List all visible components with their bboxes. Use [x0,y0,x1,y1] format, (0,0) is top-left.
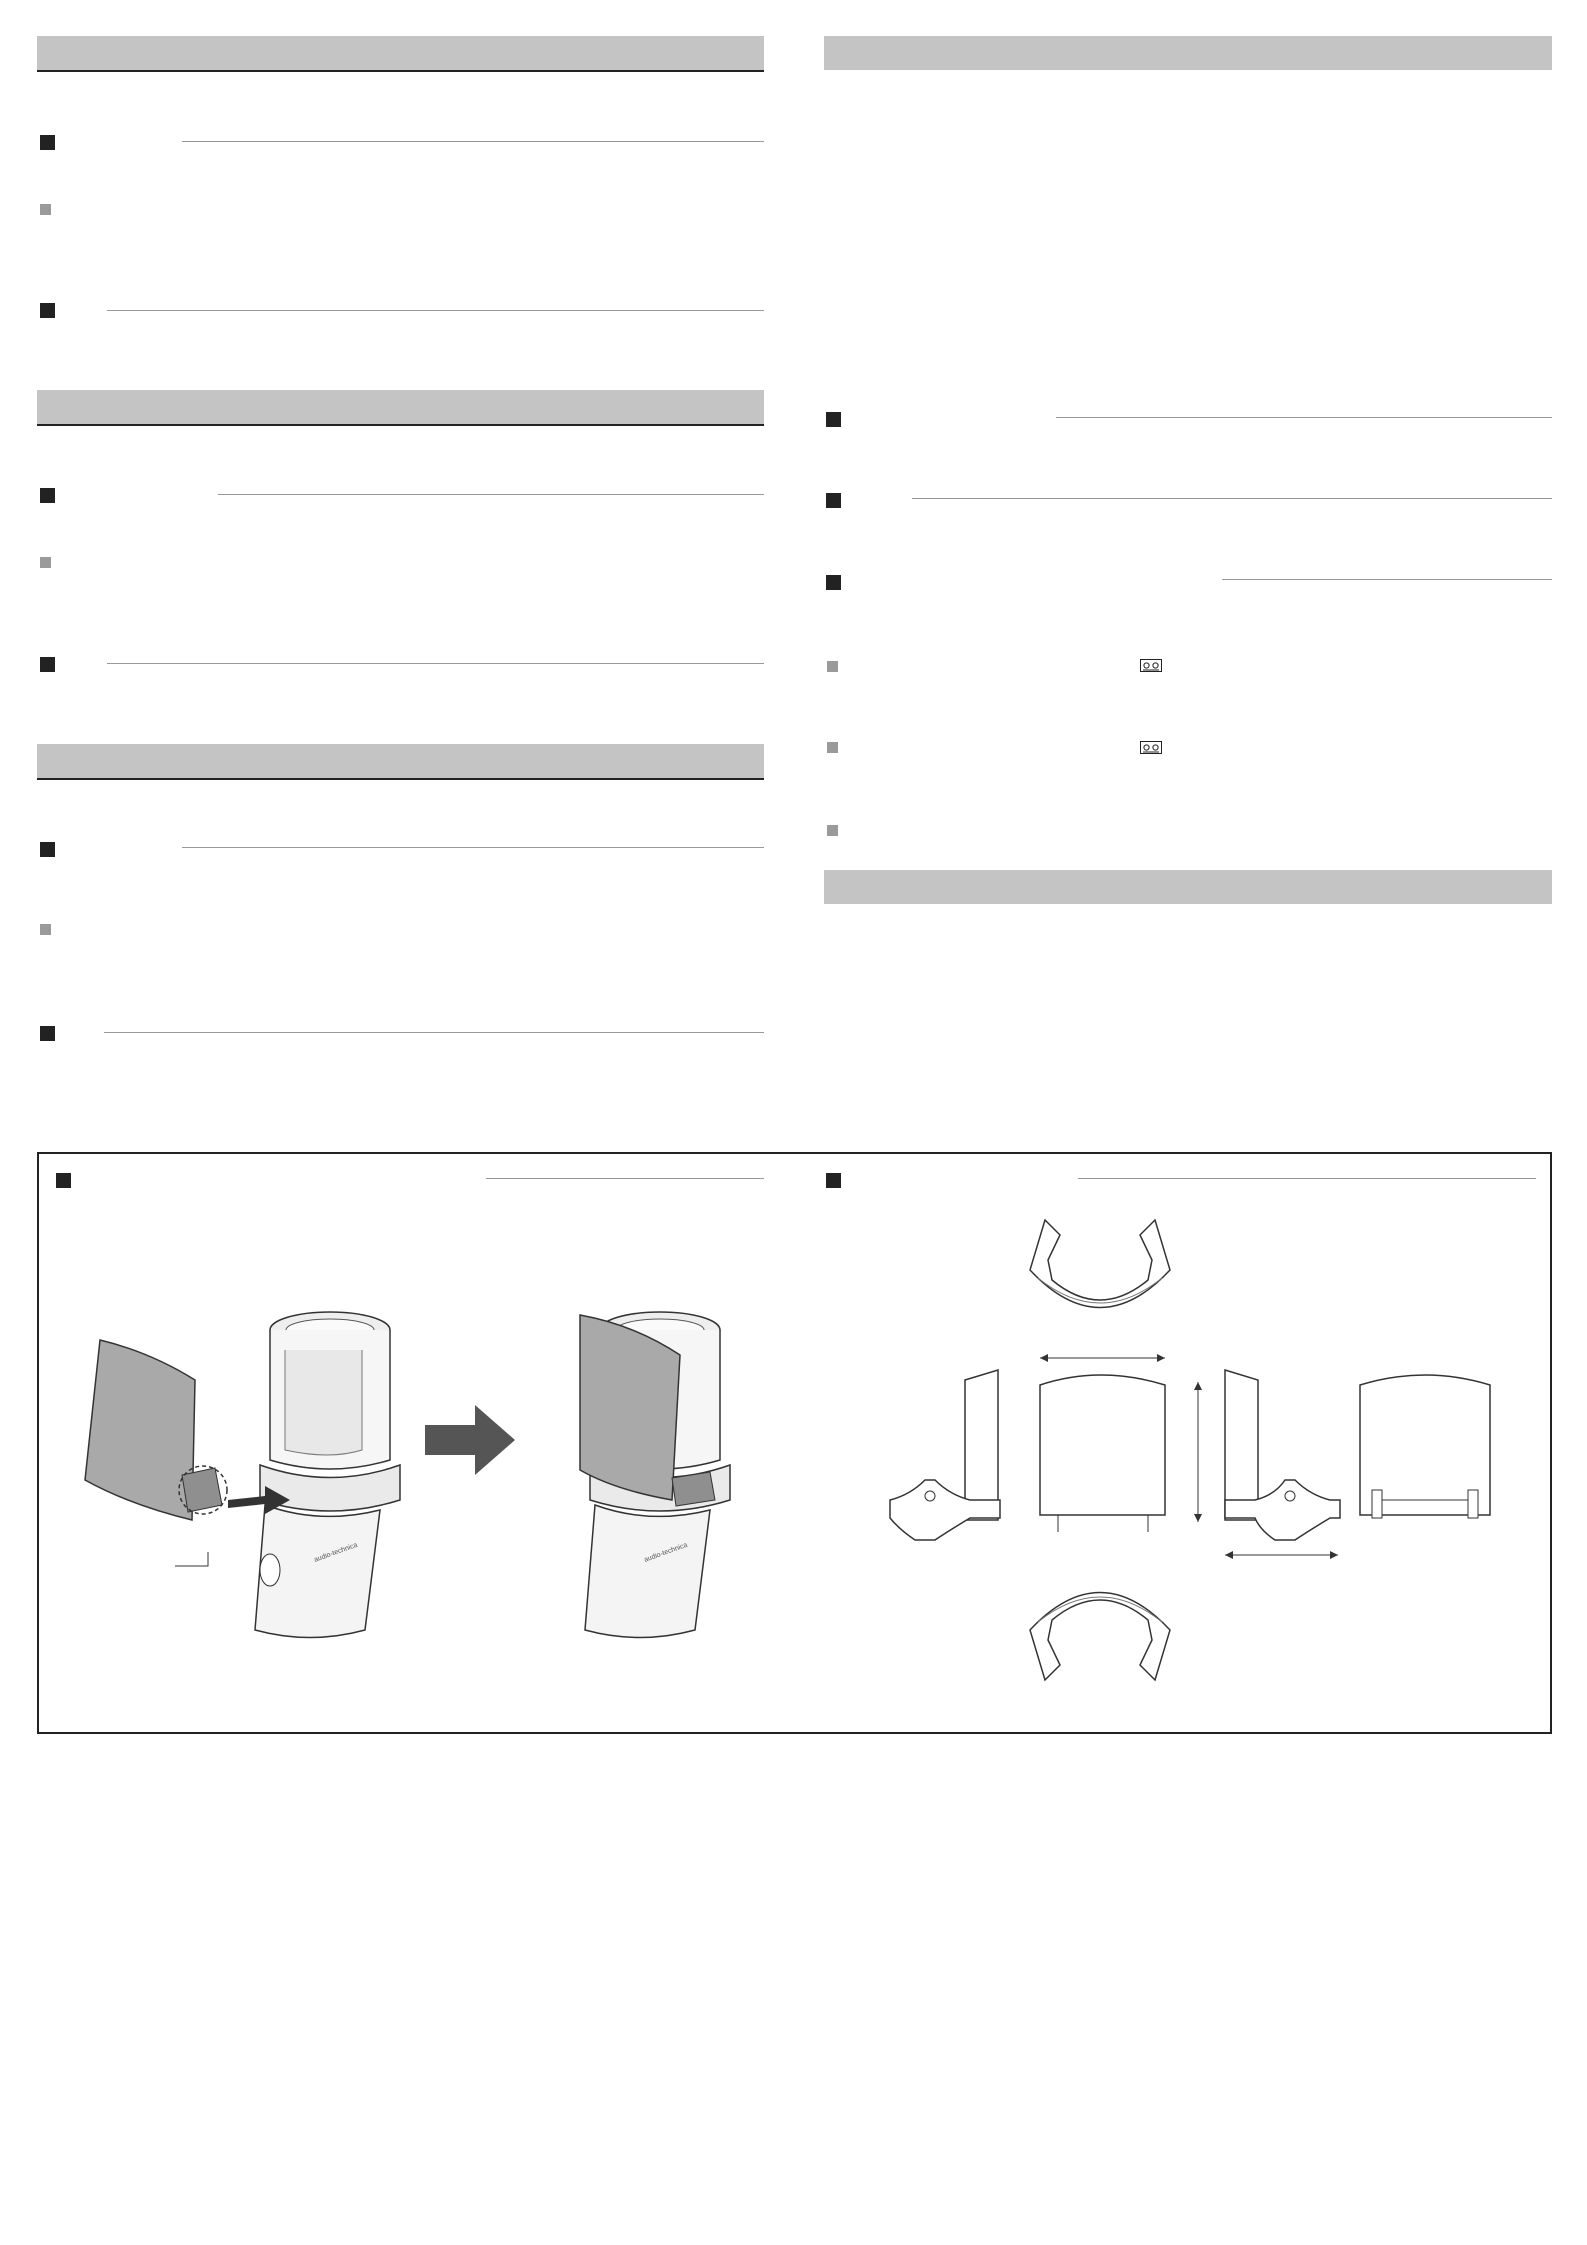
divider-line [107,663,764,664]
sub-bullet-marker [827,825,838,836]
cassette-icon [1140,741,1162,754]
divider-line [182,141,764,142]
divider-line [486,1178,764,1179]
dimension-drawings [880,1200,1540,1700]
bullet-marker [40,488,55,503]
attachment-illustration [60,1300,780,1660]
divider-line [218,494,764,495]
section-header-4 [824,36,1552,70]
cassette-icon [1140,659,1162,672]
divider-line [1222,579,1552,580]
sub-bullet-marker [827,742,838,753]
bullet-marker [40,135,55,150]
product-logo-text: audio-technica [643,1541,689,1564]
bullet-marker [40,657,55,672]
divider-line [104,1032,764,1033]
sub-bullet-marker [40,557,51,568]
bullet-marker [826,493,841,508]
divider-line [182,847,764,848]
sub-bullet-marker [827,661,838,672]
sub-bullet-marker [40,924,51,935]
section-header-3 [37,744,764,780]
bullet-marker [826,575,841,590]
sub-bullet-marker [40,204,51,215]
bullet-marker [826,412,841,427]
divider-line [1078,1178,1536,1179]
bullet-marker [826,1173,841,1188]
bullet-marker [40,842,55,857]
bullet-marker [56,1173,71,1188]
product-logo-text: audio-technica [313,1541,359,1564]
bullet-marker [40,1026,55,1041]
divider-line [107,310,764,311]
divider-line [912,498,1552,499]
section-header-5 [824,870,1552,904]
divider-line [1056,417,1552,418]
section-header-2 [37,390,764,426]
bullet-marker [40,303,55,318]
section-header-1 [37,36,764,72]
